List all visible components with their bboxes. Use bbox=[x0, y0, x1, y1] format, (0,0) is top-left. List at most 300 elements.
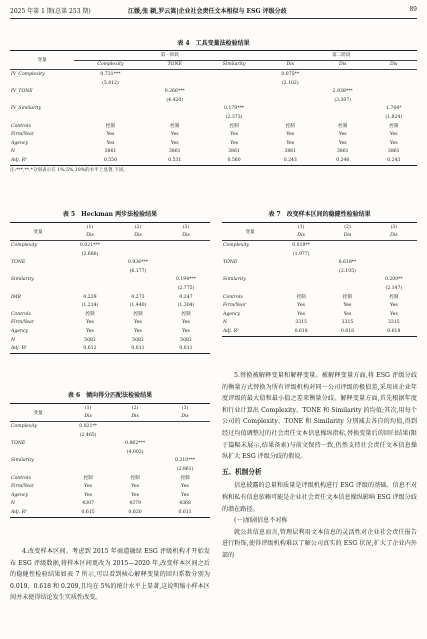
table-cell: Yes bbox=[182, 320, 190, 326]
table-cell: 0.560 bbox=[203, 156, 266, 165]
table7-col-header: Dis bbox=[324, 232, 370, 241]
table-row bbox=[10, 148, 417, 157]
row-label bbox=[10, 301, 66, 310]
table-cell: Yes bbox=[297, 303, 306, 309]
table-cell bbox=[266, 105, 315, 114]
table-cell: 0.615 bbox=[66, 508, 110, 517]
table-cell: Yes bbox=[134, 320, 142, 326]
table-cell: Yes bbox=[343, 303, 352, 309]
table-cell bbox=[147, 70, 203, 79]
table-row bbox=[10, 267, 210, 276]
table-row bbox=[10, 293, 210, 302]
table-row bbox=[222, 258, 417, 267]
table6-col-header: Dis bbox=[110, 413, 160, 422]
header-rule bbox=[10, 18, 417, 19]
table-cell bbox=[162, 267, 210, 276]
table-cell bbox=[162, 250, 210, 259]
table-cell: 3315 bbox=[295, 320, 308, 326]
table7 bbox=[222, 222, 417, 337]
table-cell: 0.246 bbox=[315, 156, 371, 165]
table-cell: 4379 bbox=[129, 501, 141, 507]
row-label: Adj. R² bbox=[222, 327, 278, 336]
table-row bbox=[222, 250, 417, 259]
table-cell: Yes bbox=[182, 328, 190, 334]
table-row bbox=[10, 139, 417, 148]
table-cell bbox=[114, 284, 162, 293]
table4-col-header: Dis bbox=[266, 60, 315, 70]
table-cell: 控制 bbox=[389, 124, 399, 130]
table-cell bbox=[147, 113, 203, 122]
table-cell: 3315 bbox=[341, 320, 354, 326]
table7-num: (3) bbox=[371, 223, 417, 232]
table-row bbox=[10, 276, 210, 285]
table-row bbox=[10, 122, 417, 131]
table-cell bbox=[315, 70, 371, 79]
table-row bbox=[10, 301, 210, 310]
table7-num: (2) bbox=[324, 223, 370, 232]
table-cell: 控制 bbox=[133, 312, 143, 318]
running-title: 江媛,张 颖,罗云嵩|企业社会责任文本相似与 ESG 评级分歧 bbox=[128, 8, 287, 15]
table-row bbox=[222, 267, 417, 276]
table-cell: (2.373) bbox=[225, 114, 243, 120]
table-cell bbox=[147, 79, 203, 88]
table-row bbox=[222, 310, 417, 319]
table-cell: 控制 bbox=[105, 124, 116, 130]
table-cell: 3861 bbox=[387, 149, 400, 155]
table-cell: 控制 bbox=[285, 124, 295, 130]
table7-var-header: 变量 bbox=[222, 223, 278, 241]
table-cell: 4368 bbox=[179, 501, 191, 507]
table-cell: 控制 bbox=[130, 476, 140, 482]
table-cell: 0.021*** bbox=[79, 242, 101, 248]
table4-col-header: TONE bbox=[147, 60, 203, 70]
table-cell: 2.938*** bbox=[332, 89, 353, 95]
table-cell: 3861 bbox=[284, 149, 297, 155]
table-cell bbox=[278, 258, 324, 267]
table-cell: Yes bbox=[131, 492, 139, 498]
table-cell: 5082 bbox=[180, 337, 192, 343]
table-row bbox=[10, 336, 210, 345]
table-cell: (3.307) bbox=[334, 97, 352, 103]
table-cell bbox=[324, 284, 370, 293]
table-cell: 0.936*** bbox=[127, 260, 149, 266]
row-label: Firm/Year bbox=[223, 303, 247, 309]
table-cell bbox=[162, 241, 210, 250]
table-cell bbox=[114, 241, 162, 250]
table6-num: (2) bbox=[110, 404, 160, 413]
table-cell: 0.247 bbox=[179, 294, 193, 300]
table-cell bbox=[266, 96, 315, 105]
table-cell bbox=[66, 276, 114, 285]
table-cell bbox=[278, 284, 324, 293]
left-paragraph bbox=[10, 546, 210, 604]
table-cell bbox=[66, 284, 114, 293]
table-cell: 控制 bbox=[83, 476, 93, 482]
table-row bbox=[222, 241, 417, 250]
table-row bbox=[10, 105, 417, 114]
table-cell: (2.102) bbox=[281, 80, 299, 86]
table-row bbox=[10, 465, 210, 474]
table5-num: (2) bbox=[114, 223, 162, 232]
table-cell: (2.105) bbox=[339, 268, 356, 274]
table-cell: 0.611 bbox=[162, 344, 210, 353]
table6-num: (1) bbox=[66, 404, 110, 413]
table-row bbox=[10, 113, 417, 122]
table-cell bbox=[278, 276, 324, 285]
table-cell bbox=[315, 113, 371, 122]
table-row bbox=[10, 241, 210, 250]
table-cell: Yes bbox=[134, 328, 142, 334]
page-header bbox=[10, 6, 417, 18]
table6-col-header: Dis bbox=[66, 413, 110, 422]
table-cell bbox=[371, 87, 418, 96]
table-cell: Yes bbox=[389, 140, 398, 146]
table-row bbox=[10, 96, 417, 105]
table-cell bbox=[110, 457, 160, 466]
table-cell: Yes bbox=[84, 484, 92, 490]
table-row bbox=[10, 422, 210, 431]
robustness-text-4: 4.改变样本区间。考虑到 2015 年商道融绿 ESG 评级机构才开始发布 ESG 评级数据,将样本区间更改为 2015—2020 年,改变样本区间之后的稳健性检验结果如表 7 所示,可以看到核心解释变量的回归系数分别为 0.019、0.618 和 0.209,且均在 5%的统计水平上显著,这说明缩小样本区间并未使得结论发生实质性改变。 bbox=[10, 548, 210, 602]
table-cell: 3315 bbox=[387, 320, 400, 326]
table-cell: (1.214) bbox=[81, 303, 99, 309]
table-row bbox=[10, 258, 210, 267]
row-label: Firm/Year bbox=[11, 484, 35, 490]
table-cell: (4.420) bbox=[166, 97, 184, 103]
table-cell: (2.775) bbox=[177, 285, 195, 291]
table-cell: Yes bbox=[297, 311, 306, 317]
table-cell bbox=[324, 276, 370, 285]
table-cell: 0.021** bbox=[79, 423, 97, 429]
table-cell: 控制 bbox=[296, 295, 306, 301]
table-cell: 3861 bbox=[336, 149, 349, 155]
row-label bbox=[222, 284, 278, 293]
table-cell: 3861 bbox=[104, 149, 117, 155]
row-label: Adj. R² bbox=[10, 344, 66, 353]
row-label bbox=[10, 79, 74, 88]
table7-col-header: Dis bbox=[371, 232, 417, 241]
table-cell bbox=[203, 70, 266, 79]
table-cell bbox=[315, 105, 371, 114]
row-label: TONE bbox=[223, 260, 238, 266]
row-label: Agency bbox=[11, 492, 29, 498]
table-row bbox=[10, 431, 210, 440]
table-cell bbox=[110, 465, 160, 474]
table-cell bbox=[266, 113, 315, 122]
table-cell bbox=[324, 250, 370, 259]
row-label bbox=[10, 448, 66, 457]
table-cell: (4.003) bbox=[126, 449, 144, 455]
table-row bbox=[10, 508, 210, 517]
row-label: IV_Similarity bbox=[11, 106, 42, 112]
row-label: Adj. R² bbox=[10, 156, 74, 165]
table-cell: Yes bbox=[286, 132, 295, 138]
table-row bbox=[10, 500, 210, 509]
table5 bbox=[10, 222, 210, 354]
table-cell bbox=[278, 267, 324, 276]
table-cell: 0.612 bbox=[66, 344, 114, 353]
table-cell: 0.531 bbox=[147, 156, 203, 165]
table-cell: 0.611 bbox=[160, 508, 210, 517]
table-cell bbox=[371, 258, 417, 267]
table-cell bbox=[324, 241, 370, 250]
row-label: Controls bbox=[11, 475, 31, 481]
table-cell bbox=[315, 79, 371, 88]
table-cell: (2.147) bbox=[385, 285, 403, 291]
table-cell: (2.465) bbox=[79, 432, 97, 438]
table-cell: (1.977) bbox=[292, 251, 310, 257]
table-cell: 0.243 bbox=[266, 156, 315, 165]
table-cell: Yes bbox=[106, 132, 115, 138]
table-cell: (1.440) bbox=[129, 303, 147, 309]
table-row bbox=[10, 482, 210, 491]
row-label: Agency bbox=[11, 328, 29, 334]
table-cell: Yes bbox=[181, 492, 189, 498]
table-cell: 控制 bbox=[338, 124, 348, 130]
table-cell bbox=[371, 250, 417, 259]
table5-num: (1) bbox=[66, 223, 114, 232]
subsection-text: 就公共信息而言,管理层利用文本信息的灵活性对企业社会责任报告进行粉饰,使得评级机构难以了解公司真实的 ESG 状况,扩大了企业内外部的 bbox=[222, 528, 417, 559]
table-cell: Yes bbox=[86, 320, 94, 326]
table-cell: Yes bbox=[106, 140, 115, 146]
table-row bbox=[222, 293, 417, 302]
table-cell bbox=[203, 79, 266, 88]
row-label bbox=[10, 284, 66, 293]
table-cell bbox=[160, 448, 210, 457]
table-cell bbox=[74, 113, 147, 122]
row-label: IV_Complexity bbox=[11, 71, 45, 77]
table-row bbox=[10, 474, 210, 483]
table-cell: Yes bbox=[286, 140, 295, 146]
subsection-title: (一)加剧信息不对称 bbox=[234, 517, 288, 525]
row-label: TONE bbox=[11, 260, 26, 266]
table6-var-header: 变量 bbox=[10, 404, 66, 422]
row-label: N bbox=[223, 320, 228, 326]
table-cell: 0.209** bbox=[384, 277, 403, 283]
table-cell bbox=[110, 422, 160, 431]
table-cell: Yes bbox=[343, 311, 352, 317]
table-cell: Yes bbox=[86, 328, 94, 334]
table-row bbox=[222, 319, 417, 328]
table-row bbox=[222, 327, 417, 336]
table4-var-header: 变量 bbox=[10, 51, 74, 70]
table4 bbox=[10, 50, 417, 173]
table6-caption: 表 6 倾向得分匹配法检验结果 bbox=[67, 392, 153, 399]
table-cell bbox=[147, 105, 203, 114]
row-label: Agency bbox=[11, 140, 29, 146]
table-cell: Yes bbox=[84, 492, 92, 498]
table-cell: Yes bbox=[338, 132, 347, 138]
table4-col-header: Complexity bbox=[74, 60, 147, 70]
row-label: Adj. R² bbox=[10, 508, 66, 517]
table5-caption: 表 5 Heckman 两步法检验结果 bbox=[62, 211, 158, 218]
table-cell: Yes bbox=[131, 484, 139, 490]
table-row bbox=[10, 130, 417, 139]
row-label: Controls bbox=[223, 294, 243, 300]
table5-var-header: 变量 bbox=[10, 223, 66, 241]
table-cell bbox=[114, 250, 162, 259]
table-row bbox=[10, 319, 210, 328]
section-title: 五、机制分析 bbox=[222, 467, 262, 476]
table-cell: 0.618 bbox=[278, 327, 324, 336]
row-label: Complexity bbox=[223, 242, 250, 248]
table-cell: (1.824) bbox=[385, 114, 403, 120]
table-row bbox=[10, 491, 210, 500]
table-cell: 0.075** bbox=[281, 71, 300, 77]
table-cell: 0.620 bbox=[110, 508, 160, 517]
right-column bbox=[222, 370, 417, 562]
table-cell bbox=[160, 439, 210, 448]
table-row bbox=[10, 457, 210, 466]
row-label bbox=[10, 113, 74, 122]
issue-label: 2025 年第 1 期(总第 253 期) bbox=[10, 8, 91, 15]
table-cell: 0.550 bbox=[74, 156, 147, 165]
table-cell bbox=[371, 241, 417, 250]
row-label: Firm/Year bbox=[11, 132, 35, 138]
table4-stage2: 第二阶段 bbox=[266, 51, 417, 61]
table-cell: Yes bbox=[170, 140, 179, 146]
table-cell: Yes bbox=[338, 140, 347, 146]
table-cell: Yes bbox=[389, 303, 398, 309]
table-cell bbox=[110, 431, 160, 440]
row-label: N bbox=[11, 149, 16, 155]
table-cell bbox=[371, 96, 418, 105]
table5-col-header: Dis bbox=[66, 232, 114, 241]
table-cell: (2.861) bbox=[176, 466, 194, 472]
table-cell: 控制 bbox=[85, 312, 95, 318]
table-cell: 0.618** bbox=[338, 260, 357, 266]
table-cell: 控制 bbox=[342, 295, 353, 301]
table-cell bbox=[371, 70, 418, 79]
table-cell: 3861 bbox=[228, 149, 240, 155]
row-label: Firm/Year bbox=[11, 320, 35, 326]
table-cell: 控制 bbox=[170, 124, 180, 130]
table-cell: 0.243 bbox=[371, 156, 418, 165]
table-row bbox=[222, 276, 417, 285]
table5-col-header: Dis bbox=[114, 232, 162, 241]
table-cell: 控制 bbox=[389, 295, 399, 301]
table-row bbox=[222, 301, 417, 310]
table-cell: Yes bbox=[230, 140, 238, 146]
table-cell: 控制 bbox=[181, 312, 191, 318]
table-cell: 0.210*** bbox=[175, 458, 196, 464]
row-label: N bbox=[11, 501, 16, 507]
row-label bbox=[10, 465, 66, 474]
table-cell: (2.686) bbox=[81, 251, 99, 257]
table-cell bbox=[371, 267, 417, 276]
table6-col-header: Dis bbox=[160, 413, 210, 422]
table-cell: 5082 bbox=[132, 337, 144, 343]
table-cell bbox=[74, 87, 147, 96]
table-row bbox=[10, 310, 210, 319]
table-cell: 控制 bbox=[229, 124, 239, 130]
table-row bbox=[10, 87, 417, 96]
table-cell bbox=[66, 457, 110, 466]
row-label bbox=[10, 267, 66, 276]
table-row bbox=[10, 448, 210, 457]
table-cell: (5.812) bbox=[102, 80, 119, 86]
table-cell: Yes bbox=[230, 132, 238, 138]
table-cell bbox=[160, 422, 210, 431]
table-cell bbox=[160, 431, 210, 440]
table4-caption: 表 4 工具变量法检验结果 bbox=[177, 40, 250, 47]
row-label bbox=[10, 250, 66, 259]
row-label: Similarity bbox=[223, 277, 246, 283]
table-cell: 3861 bbox=[168, 149, 181, 155]
table-cell: 0.266*** bbox=[164, 89, 185, 95]
row-label bbox=[10, 431, 66, 440]
table-cell bbox=[66, 267, 114, 276]
row-label bbox=[222, 250, 278, 259]
table-cell: 4307 bbox=[82, 501, 94, 507]
table-cell: (6.177) bbox=[129, 268, 147, 274]
table7-num: (1) bbox=[278, 223, 324, 232]
table6-num: (3) bbox=[160, 404, 210, 413]
row-label: IV_TONE bbox=[11, 89, 33, 95]
row-label bbox=[222, 267, 278, 276]
table-cell: Yes bbox=[181, 484, 189, 490]
row-label: Complexity bbox=[11, 423, 38, 429]
table-cell: 5082 bbox=[84, 337, 96, 343]
table-cell bbox=[66, 258, 114, 267]
table-cell bbox=[371, 79, 418, 88]
table4-note: 注:***,**,*分别表示在 1%,5%,10%的水平上显著,下同。 bbox=[10, 167, 128, 173]
table-cell: 0.731*** bbox=[100, 71, 121, 77]
row-label: Similarity bbox=[11, 458, 34, 464]
row-label: Controls bbox=[11, 311, 31, 317]
table6 bbox=[10, 403, 210, 518]
table-cell bbox=[162, 258, 210, 267]
table5-num: (3) bbox=[162, 223, 210, 232]
table-cell: Yes bbox=[389, 132, 398, 138]
section-intro: 信息披露的总量和质量是评级机构进行 ESG 评级的基础。信息不对称和私有信息依赖可能是企业社会责任文本信息操纵影响 ESG 评级分歧的潜在路径。 bbox=[222, 482, 417, 513]
table7-col-header: Dis bbox=[278, 232, 324, 241]
row-label: IMR bbox=[11, 294, 21, 300]
table-row bbox=[10, 327, 210, 336]
robustness-text-5: 5.替换被解释变量和解释变量。被解释变量方面,将 ESG 评级分歧的衡量方式替换为所有评级机构对同一公司评级的极值差,采用该企业年度评级的最大值和最小值之差来衡量分歧。解释变量方面,首先根据年度和行业计算出 Complexity、TONE 和 Similarity 的均值;其次,用每个公司的 Complexity、TONE 和 Similarity 分别减去各自的均值,得到经过均值调整过的社会责任文本信息操纵指标,替换变量后的回归结果(限于篇幅未展示,结果备索)与前文保持一致,仍然支持社会责任文本信息操纵扩大 ESG 评级分歧的假说。 bbox=[222, 372, 417, 461]
table-cell: 0.273 bbox=[131, 294, 145, 300]
table4-stage1: 第一阶段 bbox=[74, 51, 266, 61]
table-cell: (1.304) bbox=[177, 303, 195, 309]
table-cell bbox=[114, 276, 162, 285]
table-cell: 1.764* bbox=[386, 106, 402, 112]
table-cell bbox=[266, 87, 315, 96]
table-row bbox=[222, 284, 417, 293]
table-cell bbox=[74, 96, 147, 105]
table-cell: 0.611 bbox=[114, 344, 162, 353]
table-row bbox=[10, 156, 417, 165]
row-label: TONE bbox=[11, 441, 26, 447]
table4-col-header: Dis bbox=[371, 60, 418, 70]
row-label: Similarity bbox=[11, 277, 34, 283]
table-row bbox=[10, 250, 210, 259]
table-cell: 0.229 bbox=[83, 294, 97, 300]
row-label: Agency bbox=[223, 311, 241, 317]
row-label: N bbox=[11, 337, 16, 343]
page-number: 89 bbox=[409, 6, 417, 13]
table-cell bbox=[203, 87, 266, 96]
table-cell: 0.179*** bbox=[224, 106, 245, 112]
table-cell: 0.862*** bbox=[125, 441, 146, 447]
row-label bbox=[10, 96, 74, 105]
table-cell: 0.618 bbox=[324, 327, 370, 336]
table-cell: 0.618 bbox=[371, 327, 417, 336]
table-cell: Yes bbox=[389, 311, 398, 317]
table-cell: 0.194*** bbox=[175, 277, 197, 283]
row-label: Complexity bbox=[11, 242, 38, 248]
table-cell: 0.019** bbox=[292, 242, 311, 248]
table-row bbox=[10, 439, 210, 448]
table-cell bbox=[66, 465, 110, 474]
